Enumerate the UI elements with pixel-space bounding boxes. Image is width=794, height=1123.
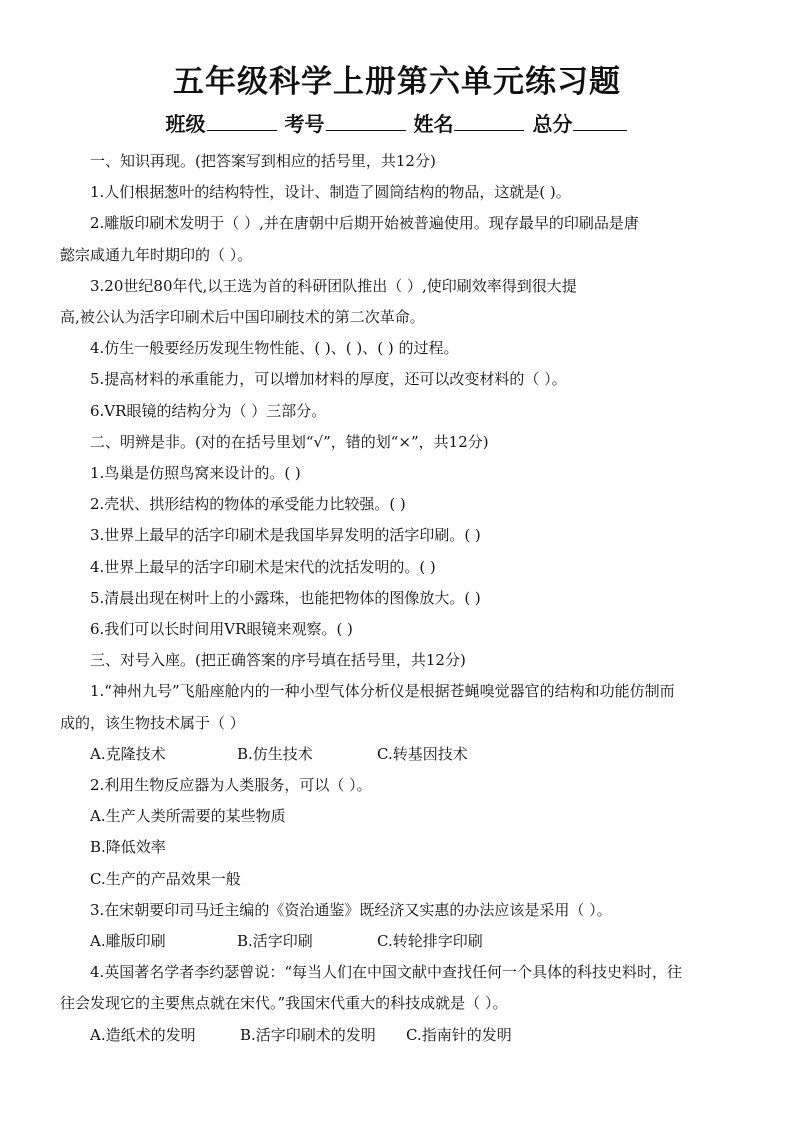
worksheet-content xyxy=(60,146,736,1051)
s3-question-1: 1.“神州九号”飞船座舱内的一种小型气体分析仪是根据苍蝇嗅觉器官的结构和功能仿制而 xyxy=(90,682,675,701)
section-2-heading: 二、明辨是非。(对的在括号里划“√”，错的划“×”，共12分) xyxy=(90,432,489,451)
page-title: 五年级科学上册第六单元练习题 xyxy=(173,64,621,100)
s2-question-4: 4.世界上最早的活字印刷术是宋代的沈括发明的。( ) xyxy=(90,557,436,576)
s1-question-6: 6.VR眼镜的结构分为（ ）三部分。 xyxy=(90,401,327,420)
option-b: B.仿生技术 xyxy=(237,744,313,763)
s3-question-2-option-c: C.生产的产品效果一般 xyxy=(90,869,241,888)
name-label: 姓名 xyxy=(413,112,454,136)
option-b: B.活字印刷术的发明 xyxy=(240,1025,376,1044)
option-b: B.活字印刷 xyxy=(237,932,313,951)
s2-question-6: 6.我们可以长时间用VR眼镜来观察。( ) xyxy=(90,620,353,639)
s1-question-1: 1.人们根据葱叶的结构特性，设计、制造了圆筒结构的物品，这就是( )。 xyxy=(90,183,571,202)
student-info-line xyxy=(0,108,794,140)
section-3-heading: 三、对号入座。(把正确答案的序号填在括号里，共12分) xyxy=(90,651,466,670)
s3-question-1-cont: 成的，该生物技术属于（ ） xyxy=(60,713,245,732)
option-a: A.雕版印刷 xyxy=(90,932,166,951)
option-c: C.转基因技术 xyxy=(377,744,468,763)
s1-question-3: 3.20世纪80年代,以王选为首的科研团队推出（ ）,使印刷效率得到很大提 xyxy=(90,276,577,295)
s2-question-3: 3.世界上最早的活字印刷术是我国毕昇发明的活字印刷。( ) xyxy=(90,526,481,545)
score-label: 总分 xyxy=(532,112,573,136)
class-blank[interactable] xyxy=(207,110,277,131)
exam-no-blank[interactable] xyxy=(326,110,406,131)
s3-question-3: 3.在宋朝要印司马迁主编的《资治通鉴》既经济又实惠的办法应该是采用（ ）。 xyxy=(90,900,612,919)
option-c: C.指南针的发明 xyxy=(406,1025,512,1044)
score-blank[interactable] xyxy=(573,110,627,131)
option-c: C.转轮排字印刷 xyxy=(377,932,483,951)
section-1-heading: 一、知识再现。(把答案写到相应的括号里，共12分) xyxy=(90,152,436,170)
s3-question-3-options xyxy=(60,926,736,957)
s1-question-3-cont: 高,被公认为活字印刷术后中国印刷技术的第二次革命。 xyxy=(60,308,425,327)
s3-question-2: 2.利用生物反应器为人类服务，可以（ ）。 xyxy=(90,776,372,795)
s3-question-4: 4.英国著名学者李约瑟曾说：“每当人们在中国文献中查找任何一个具体的科技史料时，往 xyxy=(90,963,682,982)
s1-question-2: 2.雕版印刷术发明于（ ）,并在唐朝中后期开始被普遍使用。现存最早的印刷品是唐 xyxy=(90,214,639,233)
s3-question-2-option-b: B.降低效率 xyxy=(90,838,166,857)
s1-question-4: 4.仿生一般要经历发现生物性能、( )、( )、( ) 的过程。 xyxy=(90,339,459,358)
option-a: A.造纸术的发明 xyxy=(90,1025,196,1044)
class-label: 班级 xyxy=(165,112,206,136)
s2-question-2: 2.壳状、拱形结构的物体的承受能力比较强。( ) xyxy=(90,495,406,514)
s1-question-5: 5.提高材料的承重能力，可以增加材料的厚度，还可以改变材料的（ ）。 xyxy=(90,370,567,389)
exam-no-label: 考号 xyxy=(284,112,325,136)
s3-question-1-options xyxy=(60,739,736,770)
s3-question-2-option-a: A.生产人类所需要的某些物质 xyxy=(90,807,286,826)
s2-question-1: 1.鸟巢是仿照鸟窝来设计的。( ) xyxy=(90,464,301,483)
option-a: A.克隆技术 xyxy=(90,744,166,763)
s2-question-5: 5.清晨出现在树叶上的小露珠，也能把物体的图像放大。( ) xyxy=(90,588,481,607)
s1-question-2-cont: 懿宗咸通九年时期印的（ ）。 xyxy=(60,245,253,264)
name-blank[interactable] xyxy=(454,110,524,131)
s3-question-4-options xyxy=(60,1020,736,1051)
s3-question-4-cont: 往会发现它的主要焦点就在宋代。”我国宋代重大的科技成就是（ ）。 xyxy=(60,994,508,1013)
